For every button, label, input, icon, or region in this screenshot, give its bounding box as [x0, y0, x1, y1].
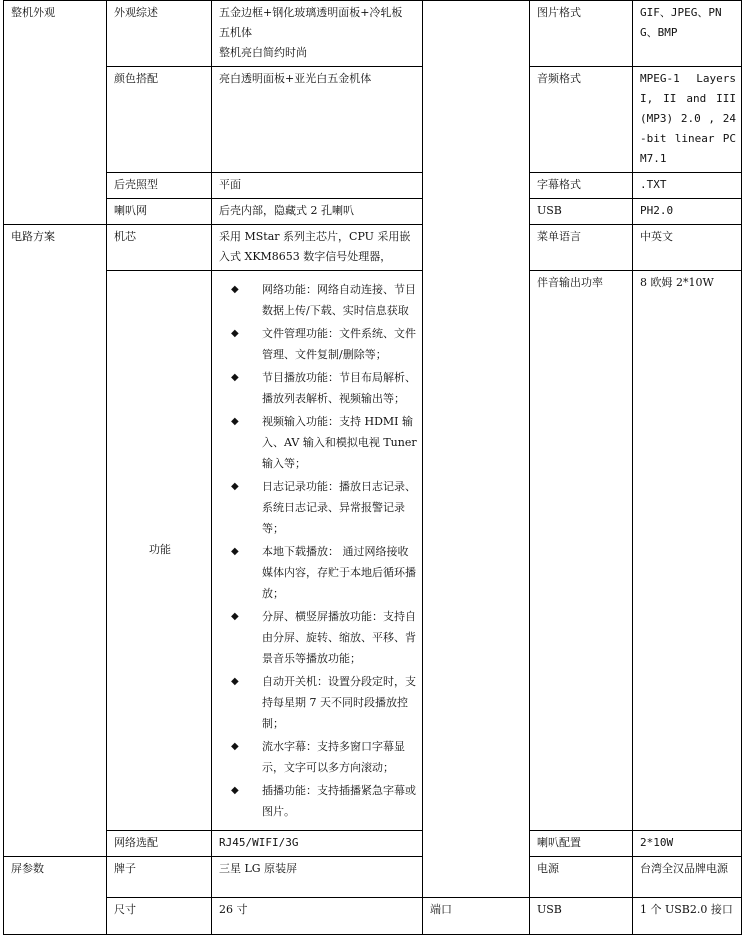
right-value-cell: PH2.0	[633, 199, 742, 225]
value-cell: RJ45/WIFI/3G	[212, 831, 423, 857]
table-row	[4, 898, 742, 935]
middle-label-cell: 端口	[423, 898, 530, 935]
diamond-bullet-icon: ◆	[231, 481, 239, 492]
category-cell: 电路方案	[4, 225, 107, 857]
right-value-cell: 2*10W	[633, 831, 742, 857]
list-item: ◆ 流水字幕：支持多窗口字幕显示，文字可以多方向滚动；	[212, 736, 418, 778]
right-label-cell: 字幕格式	[530, 173, 633, 199]
right-label-cell: 图片格式	[530, 1, 633, 67]
label-cell: 机芯	[107, 225, 212, 271]
diamond-bullet-icon: ◆	[231, 611, 239, 622]
feature-list	[212, 271, 418, 830]
value-cell	[212, 1, 423, 67]
right-label-cell: USB	[530, 898, 633, 935]
list-item: ◆ 插播功能：支持插播紧急字幕或图片。	[212, 780, 418, 822]
list-item: ◆ 日志记录功能：播放日志记录、系统日志记录、异常报警记录等；	[212, 476, 418, 539]
value-cell: 采用 MStar 系列主芯片，CPU 采用嵌入式 XKM8653 数字信号处理器，	[212, 225, 423, 271]
right-value-cell: GIF、JPEG、PNG、BMP	[633, 1, 742, 67]
feature-list-cell	[212, 271, 423, 831]
label-cell: 尺寸	[107, 898, 212, 935]
label-cell: 喇叭网	[107, 199, 212, 225]
diamond-bullet-icon: ◆	[231, 284, 239, 295]
list-item: ◆ 文件管理功能：文件系统、文件管理、文件复制/删除等；	[212, 323, 418, 365]
category-cell: 整机外观	[4, 1, 107, 225]
table-row	[4, 1, 742, 67]
label-cell: 外观综述	[107, 1, 212, 67]
diamond-bullet-icon: ◆	[231, 676, 239, 687]
label-cell: 颜色搭配	[107, 67, 212, 173]
right-label-cell: USB	[530, 199, 633, 225]
table-row	[4, 831, 742, 857]
value-line: 整机亮白简约时尚	[219, 46, 307, 59]
label-cell: 牌子	[107, 857, 212, 898]
list-item: ◆ 本地下载播放： 通过网络接收媒体内容，存贮于本地后循环播放；	[212, 541, 418, 604]
value-line: 五机体	[219, 26, 252, 39]
diamond-bullet-icon: ◆	[231, 416, 239, 427]
right-label-cell: 伴音输出功率	[530, 271, 633, 831]
diamond-bullet-icon: ◆	[231, 741, 239, 752]
label-cell: 功能	[107, 271, 212, 831]
right-label-cell: 电源	[530, 857, 633, 898]
table-row	[4, 225, 742, 271]
list-item: ◆ 自动开关机：设置分段定时，支持每星期 7 天不同时段播放控制；	[212, 671, 418, 734]
empty-cell	[423, 1, 530, 898]
right-label-cell: 喇叭配置	[530, 831, 633, 857]
list-item: ◆ 视频输入功能：支持 HDMI 输入、AV 输入和模拟电视 Tuner 输入等；	[212, 411, 418, 474]
diamond-bullet-icon: ◆	[231, 546, 239, 557]
category-cell: 屏参数	[4, 857, 107, 935]
spec-table	[3, 0, 742, 935]
table-row	[4, 67, 742, 173]
right-value-cell: 台湾全汉品牌电源	[633, 857, 742, 898]
value-cell: 三星 LG 原装屏	[212, 857, 423, 898]
right-value-cell: 8 欧姆 2*10W	[633, 271, 742, 831]
right-label-cell: 菜单语言	[530, 225, 633, 271]
label-cell: 网络选配	[107, 831, 212, 857]
right-value-cell: 中英文	[633, 225, 742, 271]
table-row	[4, 199, 742, 225]
right-value-cell: MPEG-1 Layers I, II and III (MP3) 2.0 , 24-bit linear PCM7.1	[633, 67, 742, 173]
value-cell: 26 寸	[212, 898, 423, 935]
right-value-cell: 1 个 USB2.0 接口	[633, 898, 742, 935]
value-cell: 亮白透明面板+亚光白五金机体	[212, 67, 423, 173]
list-item: ◆ 网络功能：网络自动连接、节目数据上传/下载、实时信息获取	[212, 279, 418, 321]
value-cell: 后壳内部，隐藏式 2 孔喇叭	[212, 199, 423, 225]
table-row	[4, 857, 742, 898]
list-item: ◆ 节目播放功能：节目布局解析、播放列表解析、视频输出等；	[212, 367, 418, 409]
diamond-bullet-icon: ◆	[231, 372, 239, 383]
right-value-cell: .TXT	[633, 173, 742, 199]
value-line: 五金边框+钢化玻璃透明面板+冷轧板	[219, 6, 403, 19]
table-row	[4, 173, 742, 199]
value-cell: 平面	[212, 173, 423, 199]
list-item: ◆ 分屏、横竖屏播放功能：支持自由分屏、旋转、缩放、平移、背景音乐等播放功能；	[212, 606, 418, 669]
diamond-bullet-icon: ◆	[231, 328, 239, 339]
right-label-cell: 音频格式	[530, 67, 633, 173]
label-cell: 后壳照型	[107, 173, 212, 199]
diamond-bullet-icon: ◆	[231, 785, 239, 796]
table-row	[4, 271, 742, 831]
